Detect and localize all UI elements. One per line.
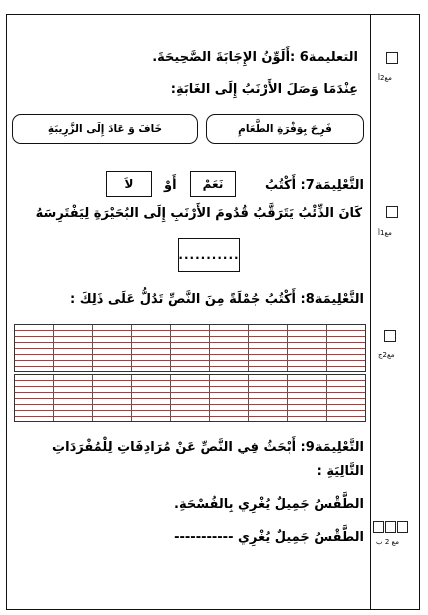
q6-option-left[interactable]: خَافَ وَ عَادَ إِلَى الزَّرِيبَةِ xyxy=(12,114,198,144)
q6-option-right[interactable]: فَرِحَ بِوَفْرَةِ الطَّعَامِ xyxy=(206,114,364,144)
evaluation-checkbox-4c[interactable] xyxy=(397,521,408,533)
evaluation-checkbox-1[interactable] xyxy=(386,52,398,64)
evaluation-checkbox-3[interactable] xyxy=(384,330,396,342)
q7-yes-box[interactable]: نَعَمْ xyxy=(190,171,236,197)
evaluation-label-4: مع 2 ب xyxy=(376,538,399,546)
q7-title: التَّعْلِيمَة7: أَكْتُبُ xyxy=(264,178,364,193)
q9-title-line1: التَّعْلِيمَة9: أَبْحَثُ فِي النَّصِّ عَنْ مُرَادِفَاتِ لِلْمُفْرَدَاتِ xyxy=(52,440,364,455)
q9-title-line2: التَّالِيَةِ : xyxy=(316,464,364,479)
q8-writing-grid-2[interactable] xyxy=(14,374,366,422)
q6-prompt: عِنْدَمَا وَصَلَ الأَرْنَبُ إِلَى الغَابَةِ: xyxy=(170,82,358,97)
q7-answer-placeholder: ........... xyxy=(178,248,240,262)
evaluation-label-3: مع2ج xyxy=(378,351,395,359)
evaluation-label-2: مع1أ xyxy=(378,229,392,237)
evaluation-checkbox-2[interactable] xyxy=(386,206,398,218)
q7-or: أَوْ xyxy=(164,178,177,193)
q8-title: التَّعْلِيمَة8: أَكْتُبُ جُمْلَةً مِنَ النَّصِّ تَدُلُّ عَلَى ذَلِكَ : xyxy=(69,292,364,307)
q7-no-box[interactable]: لاَ xyxy=(106,171,152,197)
q6-title: التعليمة6 :أَلَوِّنُ الإِجَابَةَ الصَّحِيحَةَ. xyxy=(152,50,358,65)
q7-sentence: كَانَ الذِّئْبُ يَتَرَقَّبُ قُدُومَ الأَرْنَبِ إِلَى البُحَيْرَةِ لِيَفْتَرِسَهُ xyxy=(35,206,362,221)
evaluation-column-divider xyxy=(370,14,371,610)
q9-sentence-1: الطَّقْسُ جَمِيلٌ يُغْرِي بِالفُسْحَةِ. xyxy=(174,497,364,512)
q9-sentence-2[interactable]: الطَّقْسُ جَمِيلٌ يُغْرِي ----------- xyxy=(174,530,364,545)
evaluation-checkbox-4b[interactable] xyxy=(385,521,396,533)
evaluation-label-1: مع2أ xyxy=(378,74,392,82)
worksheet-frame xyxy=(6,14,420,610)
evaluation-checkbox-4a[interactable] xyxy=(373,521,384,533)
q7-answer-box[interactable] xyxy=(178,238,240,272)
q8-writing-grid-1[interactable] xyxy=(14,324,366,372)
